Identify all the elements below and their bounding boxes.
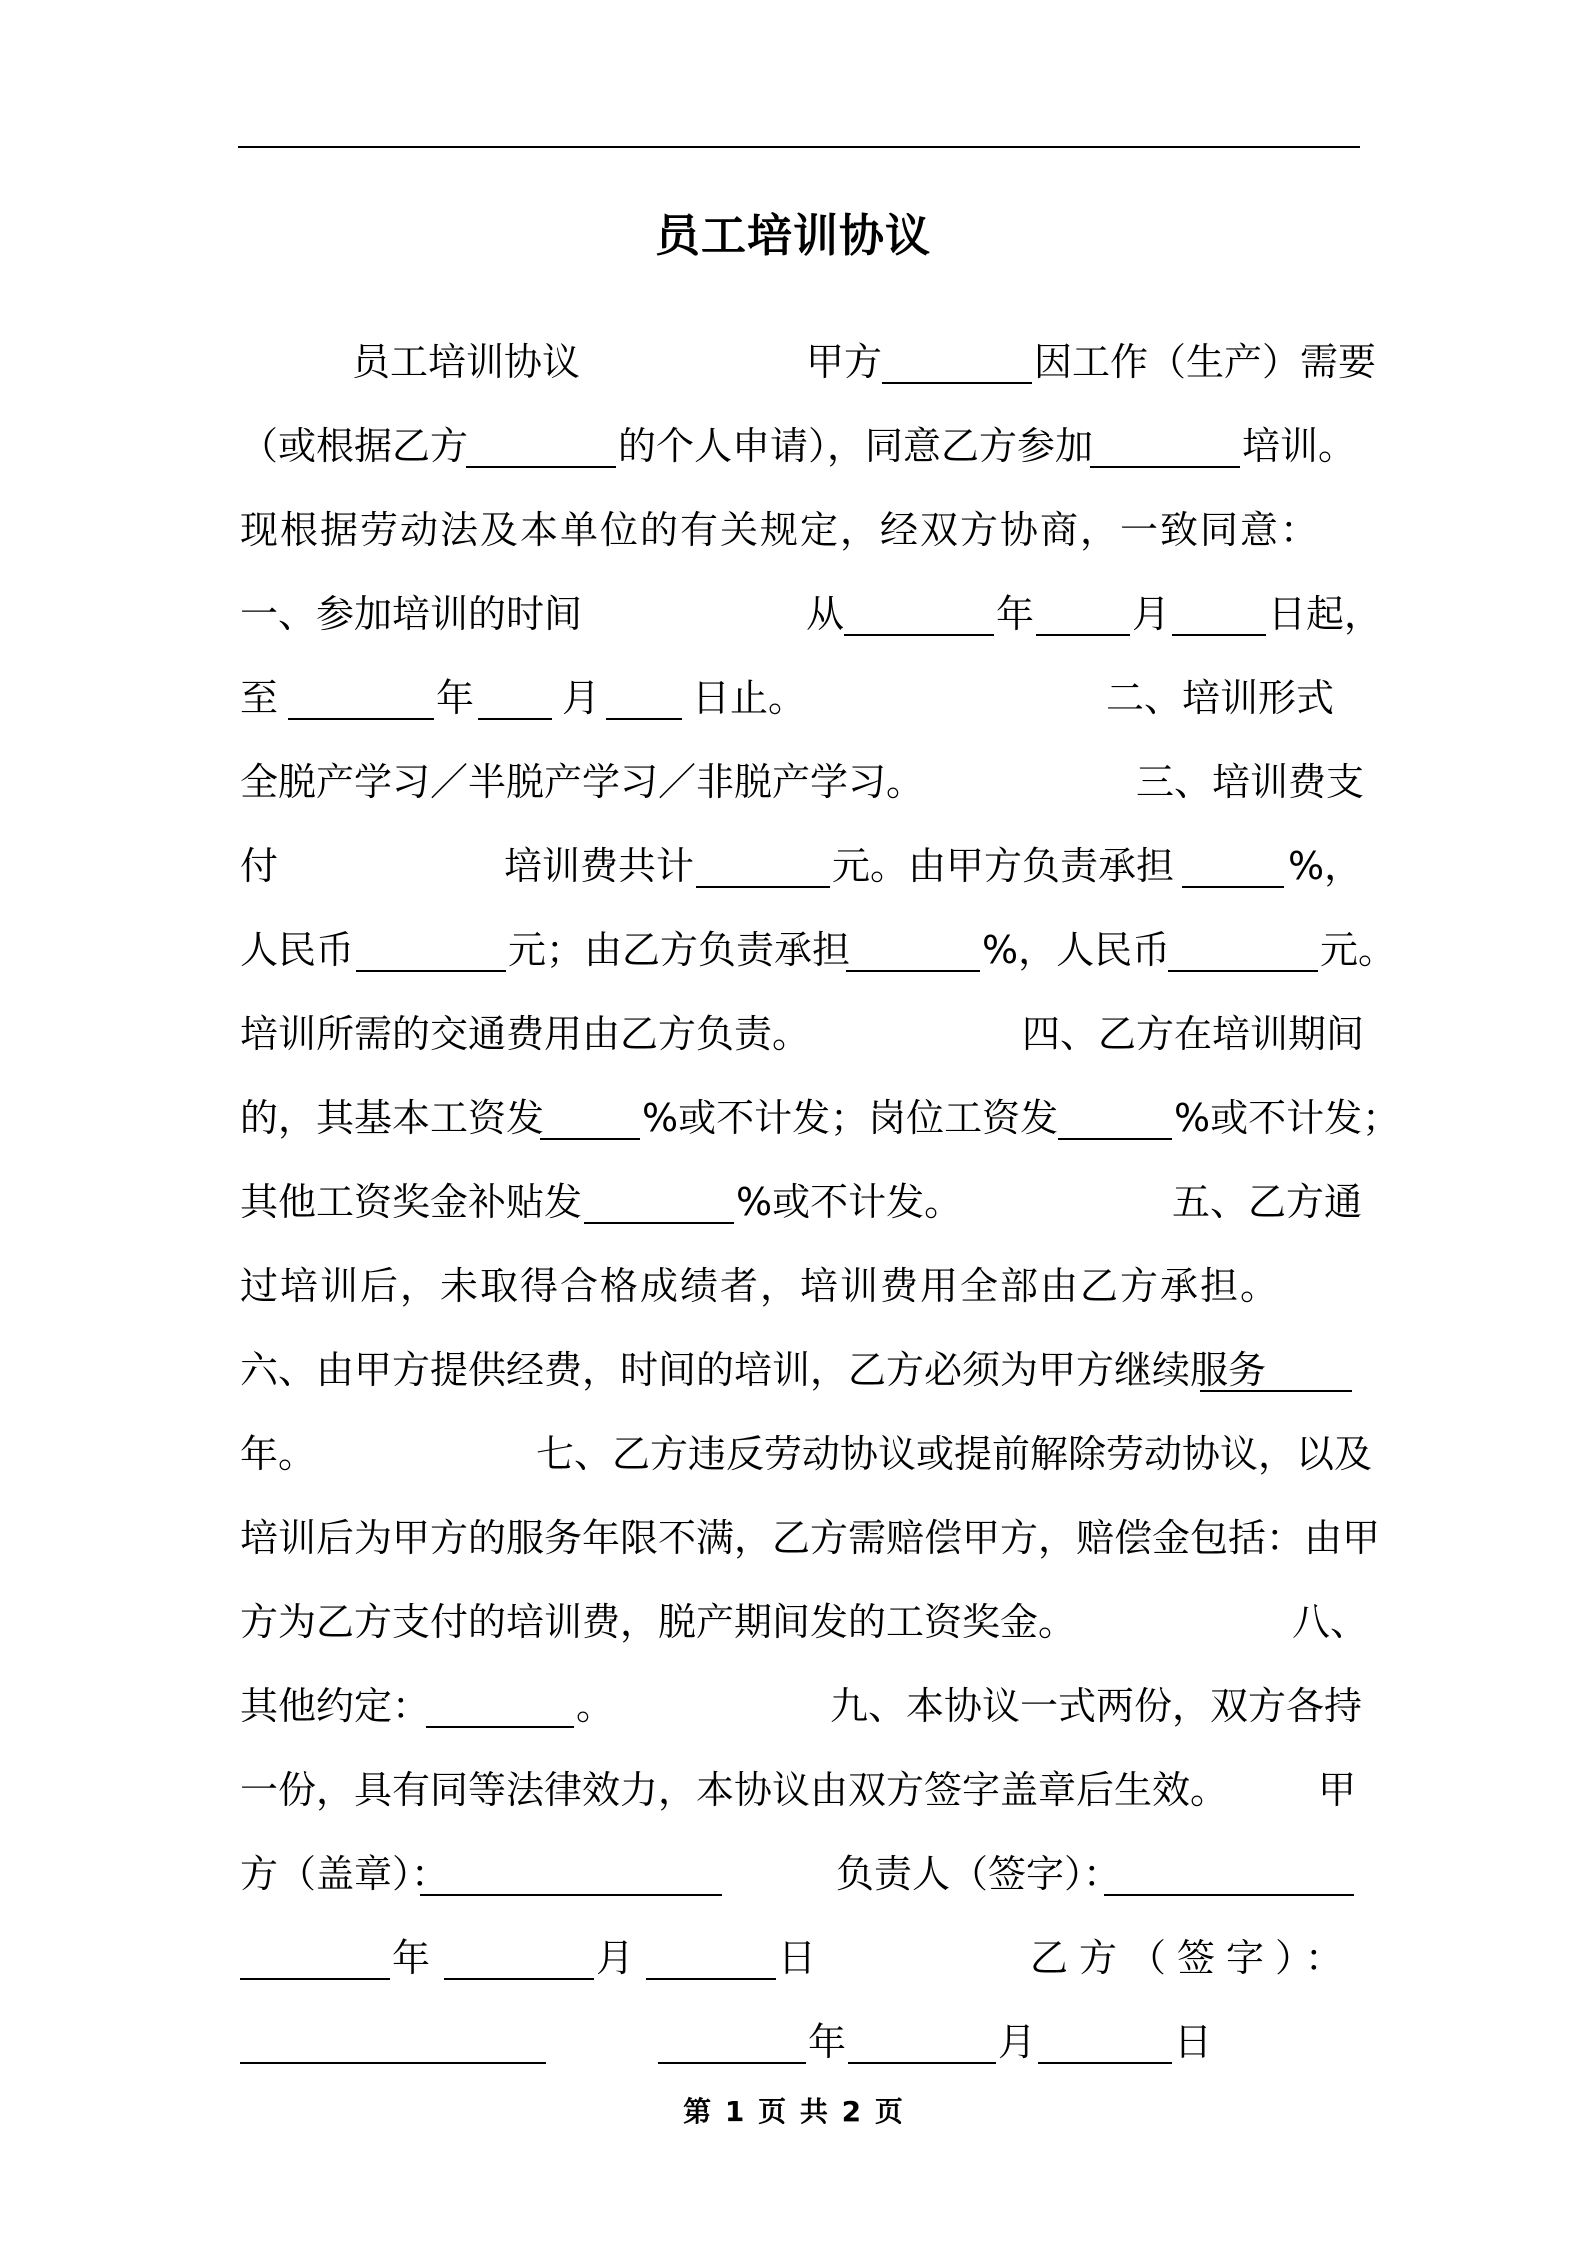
- text-segment: 二、培训形式: [1106, 676, 1335, 720]
- fill-blank: [478, 718, 552, 720]
- text-segment: 的，其基本工资发: [240, 1096, 545, 1140]
- body-line: [240, 656, 1388, 740]
- text-segment: 至: [240, 676, 279, 720]
- fill-blank: [540, 1138, 640, 1140]
- text-segment: 六、由甲方提供经费，时间的培训，乙方必须为甲方继续服务: [240, 1348, 1267, 1392]
- body-line: [240, 1580, 1388, 1664]
- body-line: [240, 992, 1388, 1076]
- text-segment: 年: [436, 676, 475, 720]
- text-segment: 日: [778, 1936, 817, 1980]
- text-segment: %，: [1288, 844, 1363, 888]
- text-segment: 月: [562, 676, 601, 720]
- text-segment: 一、参加培训的时间: [240, 592, 583, 636]
- fill-blank: [1182, 886, 1284, 888]
- text-segment: %或不计发；岗位工资发: [642, 1096, 1059, 1140]
- document-title: 员工培训协议: [654, 209, 931, 262]
- fill-blank: [1104, 1894, 1354, 1896]
- text-segment: 年: [392, 1936, 431, 1980]
- text-segment: %或不计发；: [1174, 1096, 1401, 1140]
- body-line: [240, 1244, 1388, 1328]
- text-segment: 。: [576, 1684, 615, 1728]
- text-segment: %，人民币: [982, 928, 1171, 972]
- text-segment: 七、乙方违反劳动协议或提前解除劳动协议，以及: [536, 1432, 1373, 1476]
- text-segment: 年: [996, 592, 1035, 636]
- body-line: [240, 2000, 1388, 2084]
- text-segment: 培训。: [1242, 424, 1357, 468]
- text-segment: 元。由甲方负责承担: [832, 844, 1175, 888]
- body-line: [240, 1328, 1388, 1412]
- text-segment: 月: [1132, 592, 1171, 636]
- body-line: [240, 908, 1397, 992]
- fill-blank: [1200, 1390, 1352, 1392]
- text-segment: 日起，: [1268, 592, 1383, 636]
- body-line: [240, 1748, 1388, 1832]
- fill-blank: [420, 1894, 722, 1896]
- text-segment: 八、: [1292, 1600, 1369, 1644]
- text-segment: 从: [806, 592, 845, 636]
- fill-blank: [444, 1978, 594, 1980]
- fill-blank: [844, 634, 994, 636]
- fill-blank: [848, 2062, 996, 2064]
- text-segment: 元。: [1320, 928, 1397, 972]
- text-segment: 员工培训协议: [352, 340, 581, 384]
- body-line: [240, 572, 1388, 656]
- fill-blank: [1058, 1138, 1172, 1140]
- body-line: [240, 1664, 1388, 1748]
- text-segment: （或根据乙方: [240, 424, 469, 468]
- fill-blank: [1036, 634, 1130, 636]
- fill-blank: [240, 2062, 546, 2064]
- fill-blank: [646, 1978, 776, 1980]
- text-segment: 月: [596, 1936, 635, 1980]
- fill-blank: [466, 466, 616, 468]
- fill-blank: [356, 970, 506, 972]
- fill-blank: [658, 2062, 806, 2064]
- body-line: [240, 824, 1388, 908]
- fill-blank: [1172, 634, 1266, 636]
- text-segment: 甲: [1318, 1768, 1357, 1812]
- text-segment: 方（盖章）：: [240, 1852, 450, 1896]
- fill-blank: [696, 886, 830, 888]
- text-segment: 年。: [240, 1432, 317, 1476]
- text-segment: 一份，具有同等法律效力，本协议由双方签字盖章后生效。: [240, 1768, 1229, 1812]
- body-line: [240, 488, 1388, 572]
- text-segment: 日: [1174, 2020, 1213, 2064]
- text-segment: 过培训后，未取得合格成绩者，培训费用全部由乙方承担。: [240, 1264, 1281, 1308]
- text-segment: 其他工资奖金补贴发: [240, 1180, 583, 1224]
- fill-blank: [1168, 970, 1318, 972]
- fill-blank: [1038, 2062, 1172, 2064]
- text-segment: 的个人申请），同意乙方参加: [618, 424, 1094, 468]
- text-segment: 人民币: [240, 928, 355, 972]
- text-segment: 现根据劳动法及本单位的有关规定，经双方协商，一致同意：: [240, 508, 1321, 552]
- fill-blank: [240, 1978, 390, 1980]
- text-segment: 方为乙方支付的培训费，脱产期间发的工资奖金。: [240, 1600, 1077, 1644]
- text-segment: 负责人（签字）：: [836, 1852, 1122, 1896]
- body-line: [240, 1916, 1388, 2000]
- body-line: [240, 1412, 1388, 1496]
- text-segment: 四、乙方在培训期间: [1022, 1012, 1365, 1056]
- text-segment: %或不计发。: [736, 1180, 963, 1224]
- text-segment: 三、培训费支: [1136, 760, 1365, 804]
- text-segment: 甲方: [806, 340, 883, 384]
- body-line: [240, 1160, 1388, 1244]
- body-line: [240, 1496, 1388, 1580]
- body-line: [240, 1832, 1388, 1916]
- text-segment: 付: [240, 844, 279, 888]
- fill-blank: [584, 1222, 734, 1224]
- header-rule: [238, 146, 1360, 148]
- text-segment: 培训所需的交通费用由乙方负责。: [240, 1012, 811, 1056]
- body-line: [240, 740, 1388, 824]
- body-line: [240, 320, 1388, 404]
- page-number: 第 1 页 共 2 页: [683, 2095, 903, 2128]
- text-segment: 乙方（签字）：: [1030, 1936, 1355, 1980]
- fill-blank: [1090, 466, 1240, 468]
- text-segment: 培训费共计: [504, 844, 695, 888]
- text-segment: 五、乙方通: [1172, 1180, 1363, 1224]
- fill-blank: [606, 718, 682, 720]
- fill-blank: [288, 718, 434, 720]
- fill-blank: [846, 970, 980, 972]
- text-segment: 月: [998, 2020, 1037, 2064]
- text-segment: 日止。: [692, 676, 807, 720]
- body-line: [240, 404, 1388, 488]
- fill-blank: [882, 382, 1032, 384]
- text-segment: 培训后为甲方的服务年限不满，乙方需赔偿甲方，赔偿金包括：由甲: [240, 1516, 1381, 1560]
- text-segment: 九、本协议一式两份，双方各持: [830, 1684, 1363, 1728]
- text-segment: 因工作（生产）需要: [1034, 340, 1377, 384]
- fill-blank: [426, 1726, 574, 1728]
- text-segment: 其他约定：: [240, 1684, 431, 1728]
- text-segment: 年: [808, 2020, 847, 2064]
- text-segment: 全脱产学习／半脱产学习／非脱产学习。: [240, 760, 925, 804]
- text-segment: 元；由乙方负责承担: [508, 928, 851, 972]
- body-line: [240, 1076, 1401, 1160]
